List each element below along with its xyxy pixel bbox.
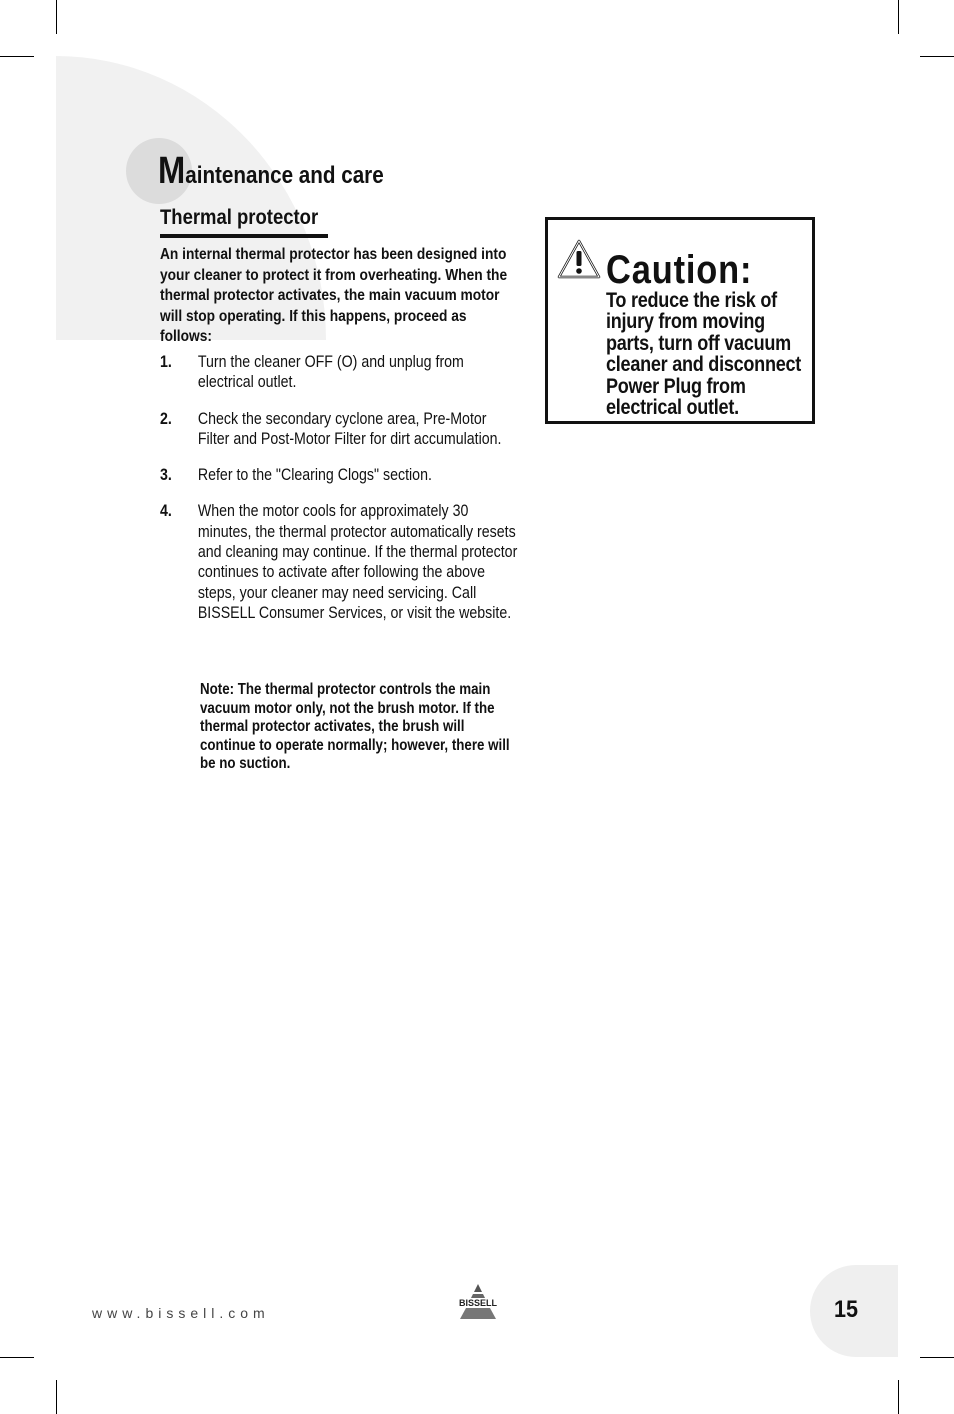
crop-mark [56,1380,57,1414]
section-title: Thermal protector [160,206,319,229]
steps-list [160,352,580,623]
step-number: 3. [160,466,172,485]
intro-paragraph: An internal thermal protector has been designed into your cleaner to protect it from overheating. When the thermal protector activates, the main vacuum motor will stop operating. If this happens, proceed as follows: [160,246,508,345]
page-number: 15 [834,1296,859,1323]
step-number: 4. [160,502,172,521]
step-number: 1. [160,353,172,371]
crop-mark [0,1357,34,1358]
page-title-rest: aintenance and care [185,162,384,189]
section-title-underline [160,234,328,238]
list-item [160,352,521,393]
step-text: Turn the cleaner OFF (O) and unplug from electrical outlet. [197,353,464,392]
crop-mark [898,1380,899,1414]
caution-text: To reduce the risk of injury from moving parts, turn off vacuum cleaner and disconnect Power Plug from electrical outlet. [606,289,802,420]
crop-mark [0,56,34,57]
footer-url: www.bissell.com [92,1305,270,1321]
warning-triangle-icon [557,239,601,279]
crop-mark [56,0,57,34]
step-text: Refer to the "Clearing Clogs" section. [197,466,432,485]
step-number: 2. [160,409,172,428]
logo-text: BISSELL [458,1298,498,1308]
bissell-logo [452,1284,504,1320]
crop-mark [920,1357,954,1358]
page-title [158,150,384,193]
list-item [160,465,521,485]
caution-box [545,217,815,424]
step-text: Check the secondary cyclone area, Pre-Motor Filter and Post-Motor Filter for dirt accumulation. [197,409,502,448]
crop-mark [920,56,954,57]
step-text: When the motor cools for approximately 30 minutes, the thermal protector automatically resets and cleaning may continue. If the thermal protector continues to activate after following the above steps, your cleaner may need servicing. Call BISSELL Consumer Services, or visit the website. [197,502,518,622]
list-item [160,409,521,450]
crop-mark [898,0,899,34]
caution-title: Caution: [606,248,753,292]
list-item [160,501,521,623]
note-paragraph: Note: The thermal protector controls the main vacuum motor only, not the brush motor. If the thermal protector activates, the brush will continue to operate normally; however, there will be no suction. [200,681,510,773]
page-title-initial: M [158,150,186,192]
